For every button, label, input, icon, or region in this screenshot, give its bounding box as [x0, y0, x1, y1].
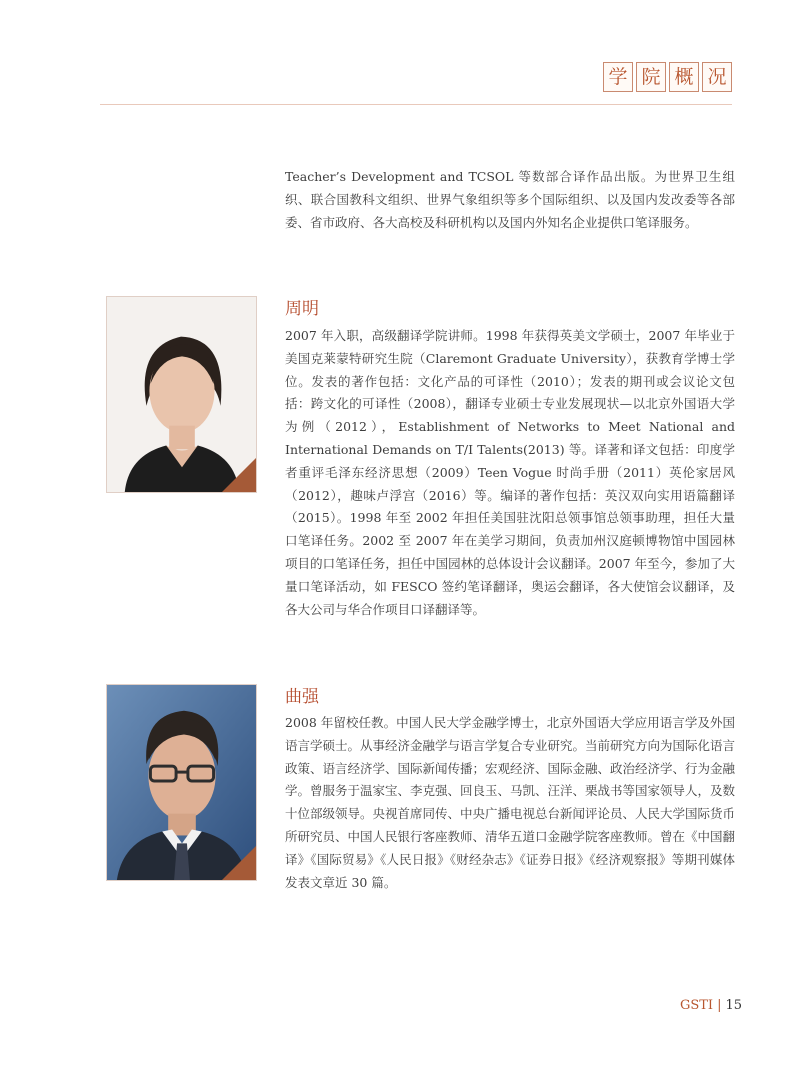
section-title-char: 院	[636, 62, 666, 92]
page-footer	[680, 998, 742, 1013]
profile-photo-qu-qiang	[106, 684, 257, 881]
profile-name: 周明	[285, 299, 319, 319]
section-title-char: 况	[702, 62, 732, 92]
header-divider	[100, 104, 732, 105]
profile-name: 曲强	[285, 687, 319, 707]
photo-corner-decoration	[222, 846, 256, 880]
footer-separator: |	[717, 998, 722, 1013]
profile-bio: 2008 年留校任教。中国人民大学金融学博士，北京外国语大学应用语言学及外国语言学硕士。从事经济金融学与语言学复合专业研究。当前研究方向为国际化语言政策、语言经济学、国际新闻传播；宏观经济、国际金融、政治经济学、行为金融学。曾服务于温家宝、李克强、回良玉、马凯、汪洋、栗战书等国家领导人，及数十位部级领导。央视首席同传、中央广播电视总台新闻评论员、人民大学国际货币所研究员、中国人民银行客座教师、清华五道口金融学院客座教师。曾在《中国翻译》《国际贸易》《人民日报》《财经杂志》《证券日报》《经济观察报》等期刊媒体发表文章近 30 篇。	[285, 715, 736, 890]
photo-corner-decoration	[222, 458, 256, 492]
page-number: 15	[725, 998, 742, 1013]
footer-brand: GSTI	[679, 998, 714, 1013]
section-title-char: 学	[603, 62, 633, 92]
section-title	[603, 62, 732, 92]
profile-photo-zhou-ming	[106, 296, 257, 493]
section-title-char: 概	[669, 62, 699, 92]
intro-paragraph: Teacher’s Development and TCSOL 等数部合译作品出版。为世界卫生组织、联合国教科文组织、世界气象组织等多个国际组织、以及国内发改委等各部委、省市政府、各大高校及科研机构以及国内外知名企业提供口笔译服务。	[285, 169, 735, 230]
profile-bio: 2007 年入职，高级翻译学院讲师。1998 年获得英美文学硕士，2007 年毕业于美国克莱蒙特研究生院（Claremont Graduate University），获教育学博士学位。发表的著作包括：文化产品的可译性（2010）；发表的期刊或会议论文包括：跨文化的可译性（2008），翻译专业硕士专业发展现状—以北京外国语大学为例（2012），Establishment of Networks to Meet National and International Demands on T/I Talents(2013) 等。译著和译文包括：印度学者重评毛泽东经济思想（2009）Teen Vogue 时尚手册（2011）英伦家居风（2012），趣味卢浮宫（2016）等。编译的著作包括：英汉双向实用语篇翻译（2015）。1998 年至 2002 年担任美国驻沈阳总领事馆总领事助理，担任大量口笔译任务。2002 至 2007 年在美学习期间，负责加州汉庭顿博物馆中国园林项目的口笔译任务，担任中国园林的总体设计会议翻译。2007 年至今，参加了大量口笔译活动，如 FESCO 签约笔译翻译，奥运会翻译，各大使馆会议翻译，及各大公司与华合作项目口译翻译等。	[285, 328, 735, 617]
